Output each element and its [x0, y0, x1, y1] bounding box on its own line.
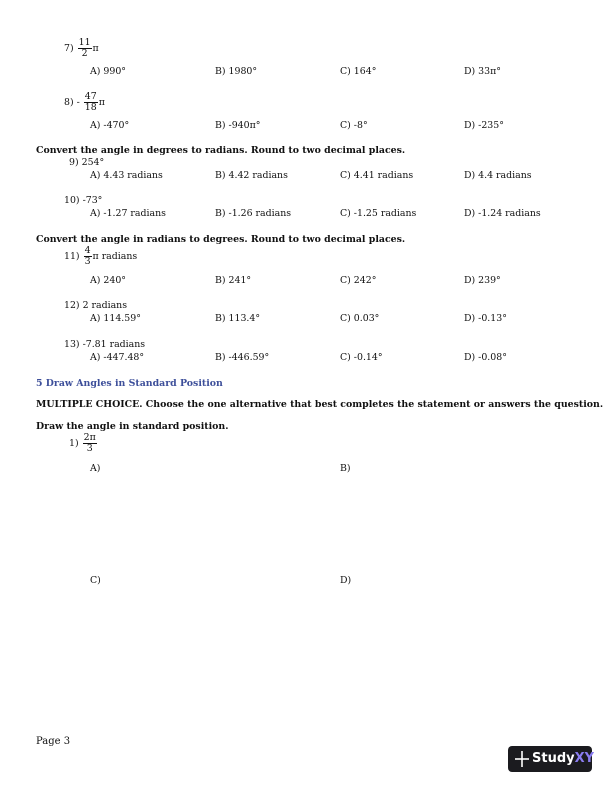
fraction: [78, 38, 92, 59]
fraction-numerator: 2π: [83, 432, 96, 443]
option-b: B): [340, 463, 351, 474]
fraction-denominator: 18: [84, 102, 97, 113]
question-number: 7): [64, 43, 74, 54]
fraction: [83, 433, 97, 454]
option-c: C) -1.25 radians: [340, 208, 417, 219]
option-d: D) -235°: [464, 120, 504, 131]
option-d: D) -1.24 radians: [464, 208, 541, 219]
option-a: A) 114.59°: [90, 313, 141, 324]
option-a: A) 240°: [90, 275, 126, 286]
fraction-denominator: 3: [86, 443, 93, 454]
pi-symbol: π: [98, 97, 105, 108]
option-a: A) -1.27 radians: [90, 208, 166, 219]
fraction-denominator: 2: [81, 48, 88, 59]
option-a: A) 4.43 radians: [90, 170, 163, 181]
option-d: D) 33π°: [464, 66, 501, 77]
question-number: 8): [64, 97, 74, 108]
instruction-deg-to-rad: Convert the angle in degrees to radians. Round to two decimal places.: [36, 145, 406, 156]
option-a: A) 990°: [90, 66, 126, 77]
option-a: A) -447.48°: [90, 352, 145, 363]
option-c: C) 4.41 radians: [340, 170, 414, 181]
brand-main: Study: [532, 751, 575, 766]
option-c: C) 0.03°: [340, 313, 380, 324]
option-c: C) -8°: [340, 120, 368, 131]
option-a: A): [90, 463, 101, 474]
plus-icon: [514, 748, 530, 770]
brand-accent: XY: [574, 751, 595, 766]
question-9: 9) 254°: [69, 157, 105, 168]
mc-instruction: MULTIPLE CHOICE. Choose the one alternative that best completes the statement or answers the question.: [36, 399, 604, 410]
option-c: C): [90, 575, 101, 586]
question-13: 13) -7.81 radians: [64, 339, 146, 350]
fraction-numerator: 4: [84, 245, 91, 256]
question-10: 10) -73°: [64, 195, 103, 206]
option-d: D) -0.13°: [464, 313, 507, 324]
draw-instruction: Draw the angle in standard position.: [36, 421, 229, 432]
pi-symbol: π: [92, 43, 99, 54]
question-number: 11): [64, 251, 80, 262]
negative-sign: -: [76, 97, 80, 108]
page-number: Page 3: [36, 736, 71, 747]
fraction-numerator: 47: [84, 91, 97, 102]
fraction-denominator: 3: [84, 256, 91, 267]
studyxy-logo-text: [532, 751, 594, 767]
option-b: B) 4.42 radians: [215, 170, 288, 181]
section-title: 5 Draw Angles in Standard Position: [36, 378, 223, 389]
option-b: B) -446.59°: [215, 352, 270, 363]
pi-radians: π radians: [92, 251, 138, 262]
option-b: B) 1980°: [215, 66, 258, 77]
option-b: B) 241°: [215, 275, 252, 286]
question-1: [69, 433, 98, 454]
option-b: B) -940π°: [215, 120, 261, 131]
question-number: 1): [69, 438, 79, 449]
question-7: [64, 38, 99, 59]
option-d: D): [340, 575, 352, 586]
option-c: C) 242°: [340, 275, 377, 286]
question-11: [64, 246, 137, 267]
option-c: C) -0.14°: [340, 352, 383, 363]
option-a: A) -470°: [90, 120, 130, 131]
fraction-numerator: 11: [78, 37, 91, 48]
question-12: 12) 2 radians: [64, 300, 128, 311]
instruction-rad-to-deg: Convert the angle in radians to degrees. Round to two decimal places.: [36, 234, 406, 245]
studyxy-badge[interactable]: [508, 746, 595, 772]
option-b: B) -1.26 radians: [215, 208, 292, 219]
fraction: [84, 92, 98, 113]
option-d: D) 4.4 radians: [464, 170, 532, 181]
question-8: [64, 92, 105, 113]
option-c: C) 164°: [340, 66, 377, 77]
option-b: B) 113.4°: [215, 313, 261, 324]
fraction: [84, 246, 92, 267]
option-d: D) 239°: [464, 275, 501, 286]
option-d: D) -0.08°: [464, 352, 507, 363]
